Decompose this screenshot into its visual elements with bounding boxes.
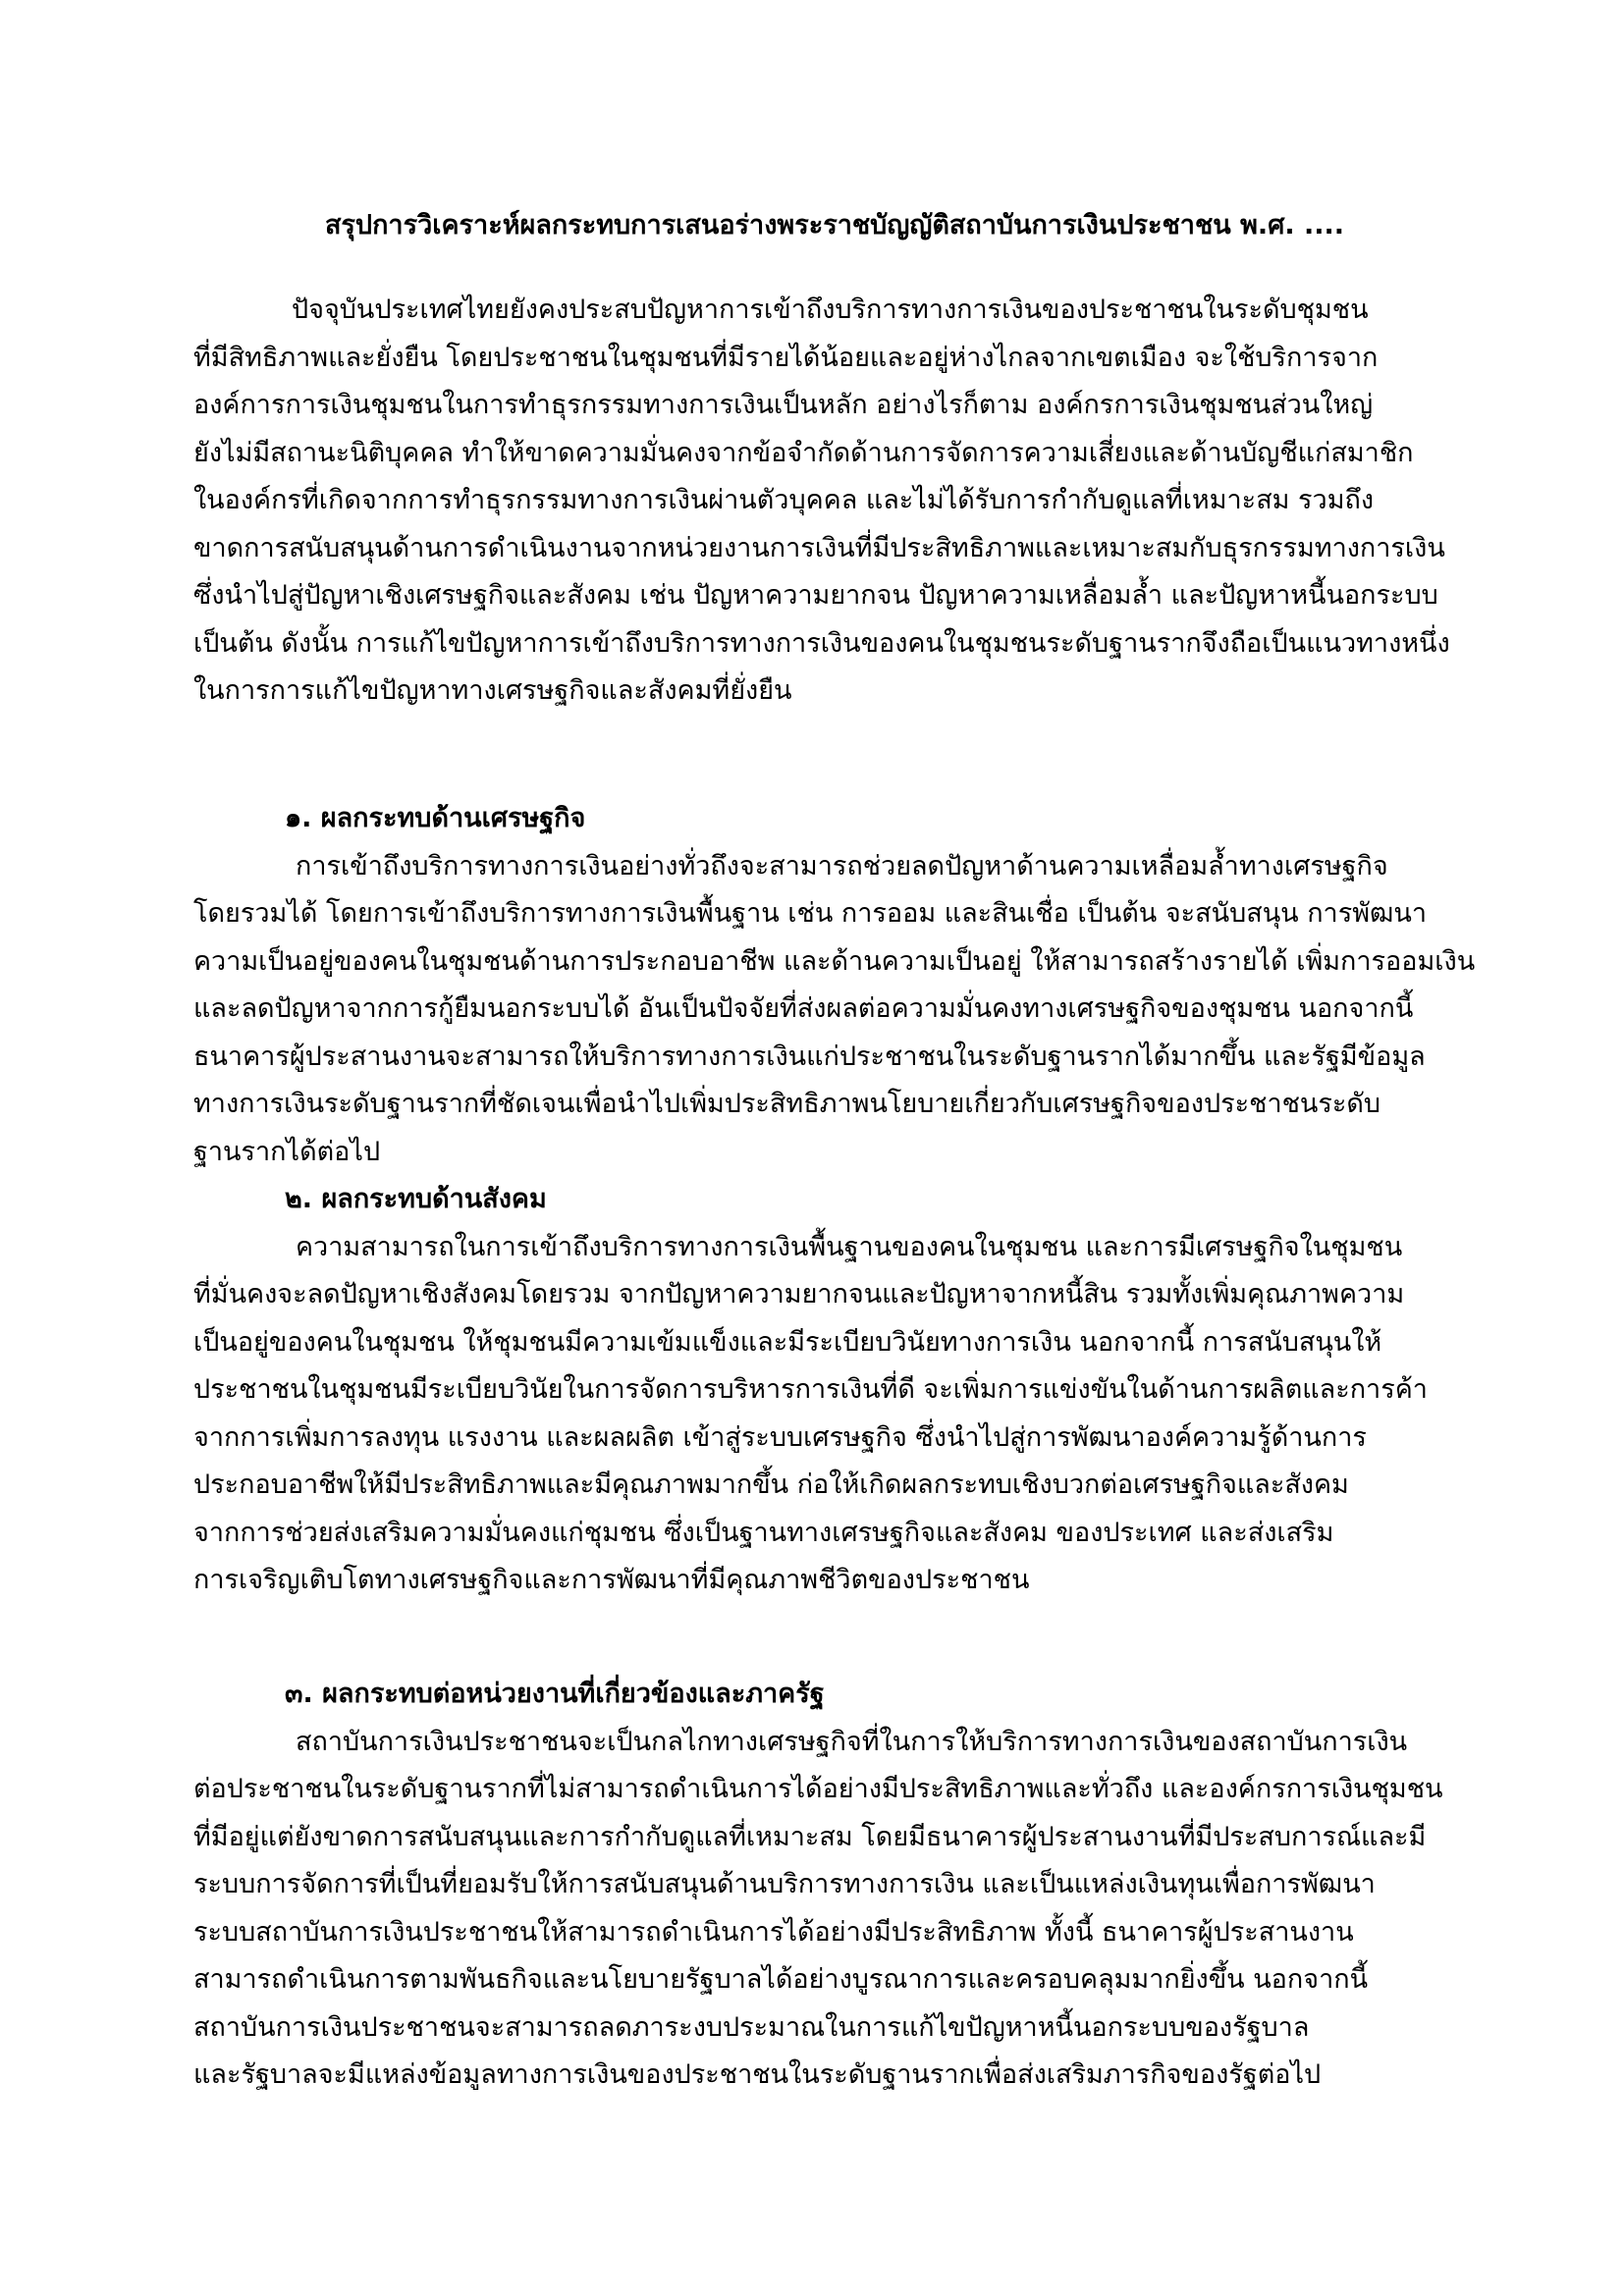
section-social xyxy=(193,1176,1470,1605)
document-title: สรุปการวิเคราะห์ผลกระทบการเสนอร่างพระราชบัญญัติสถาบันการเงินประชาชน พ.ศ. .... xyxy=(324,210,1345,240)
section-line: จากการเพิ่มการลงทุน แรงงาน และผลผลิต เข้าสู่ระบบเศรษฐกิจ ซึ่งนำไปสู่การพัฒนาองค์ความรู้ด้านการ xyxy=(193,1421,1367,1453)
section-line: ฐานรากได้ต่อไป xyxy=(193,1136,381,1167)
section-line: จากการช่วยส่งเสริมความมั่นคงแก่ชุมชน ซึ่งเป็นฐานทางเศรษฐกิจและสังคม ของประเทศ และส่งเสริม xyxy=(193,1517,1334,1548)
section-line: การเข้าถึงบริการทางการเงินอย่างทั่วถึงจะสามารถช่วยลดปัญหาด้านความเหลื่อมล้ำทางเศรษฐกิจ xyxy=(296,850,1388,881)
intro-line: ขาดการสนับสนุนด้านการดำเนินงานจากหน่วยงานการเงินที่มีประสิทธิภาพและเหมาะสมกับธุรกรรมทางการเงิน xyxy=(193,532,1445,563)
section-line: ที่มีอยู่แต่ยังขาดการสนับสนุนและการกำกับดูแลที่เหมาะสม โดยมีธนาคารผู้ประสานงานที่มีประสบการณ์และมี xyxy=(193,1821,1427,1852)
section-line: ที่มั่นคงจะลดปัญหาเชิงสังคมโดยรวม จากปัญหาความยากจนและปัญหาจากหนี้สิน รวมทั้งเพิ่มคุณภาพความ xyxy=(193,1279,1405,1309)
section-economic xyxy=(193,795,1476,1176)
section-line: ธนาคารผู้ประสานงานจะสามารถให้บริการทางการเงินแก่ประชาชนในระดับฐานรากได้มากขึ้น และรัฐมีข้อมูล xyxy=(193,1041,1426,1072)
intro-line: องค์การการเงินชุมชนในการทำธุรกรรมทางการเงินเป็นหลัก อย่างไรก็ตาม องค์กรการเงินชุมชนส่วนใหญ่ xyxy=(193,390,1374,420)
section-agencies xyxy=(193,1671,1470,2100)
section-heading: ๒. ผลกระทบด้านสังคม xyxy=(285,1184,547,1214)
intro-line: ปัจจุบันประเทศไทยยังคงประสบปัญหาการเข้าถึงบริการทางการเงินของประชาชนในระดับชุมชน xyxy=(292,294,1369,325)
intro-line: ซึ่งนำไปสู่ปัญหาเชิงเศรษฐกิจและสังคม เช่น ปัญหาความยากจน ปัญหาความเหลื่อมล้ำ และปัญหาหนี้นอกระบบ xyxy=(193,580,1438,611)
section-line: ความสามารถในการเข้าถึงบริการทางการเงินพื้นฐานของคนในชุมชน และการมีเศรษฐกิจในชุมชน xyxy=(296,1231,1403,1262)
intro-paragraph xyxy=(193,287,1470,716)
section-line: สถาบันการเงินประชาชนจะเป็นกลไกทางเศรษฐกิจที่ในการให้บริการทางการเงินของสถาบันการเงิน xyxy=(296,1726,1408,1757)
intro-line: ยังไม่มีสถานะนิติบุคคล ทำให้ขาดความมั่นคงจากข้อจำกัดด้านการจัดการความเสี่ยงและด้านบัญชีแก่สมาชิก xyxy=(193,437,1414,468)
section-line: ความเป็นอยู่ของคนในชุมชนด้านการประกอบอาชีพ และด้านความเป็นอยู่ ให้สามารถสร้างรายได้ เพิ่มการออมเงิน xyxy=(193,945,1476,977)
section-line: ประชาชนในชุมชนมีระเบียบวินัยในการจัดการบริหารการเงินที่ดี จะเพิ่มการแข่งขันในด้านการผลิตและการค้า xyxy=(193,1374,1428,1405)
section-line: ระบบสถาบันการเงินประชาชนให้สามารถดำเนินการได้อย่างมีประสิทธิภาพ ทั้งนี้ ธนาคารผู้ประสานงาน xyxy=(193,1916,1354,1948)
section-heading: ๓. ผลกระทบต่อหน่วยงานที่เกี่ยวข้องและภาครัฐ xyxy=(285,1679,825,1709)
section-line: ต่อประชาชนในระดับฐานรากที่ไม่สามารถดำเนินการได้อย่างมีประสิทธิภาพและทั่วถึง และองค์กรการเงินชุมชน xyxy=(193,1774,1443,1804)
section-heading: ๑. ผลกระทบด้านเศรษฐกิจ xyxy=(285,803,586,833)
section-line: และรัฐบาลจะมีแหล่งข้อมูลทางการเงินของประชาชนในระดับฐานรากเพื่อส่งเสริมภารกิจของรัฐต่อไป xyxy=(193,2059,1322,2090)
intro-line: ในการการแก้ไขปัญหาทางเศรษฐกิจและสังคมที่ยั่งยืน xyxy=(193,675,792,706)
section-line: สถาบันการเงินประชาชนจะสามารถลดภาระงบประมาณในการแก้ไขปัญหาหนี้นอกระบบของรัฐบาล xyxy=(193,2011,1310,2043)
intro-line: ที่มีสิทธิภาพและยั่งยืน โดยประชาชนในชุมชนที่มีรายได้น้อยและอยู่ห่างไกลจากเขตเมือง จะใช้บริการจาก xyxy=(193,342,1379,373)
section-line: เป็นอยู่ของคนในชุมชน ให้ชุมชนมีความเข้มแข็งและมีระเบียบวินัยทางการเงิน นอกจากนี้ การสนับสนุนให้ xyxy=(193,1326,1382,1358)
section-line: ประกอบอาชีพให้มีประสิทธิภาพและมีคุณภาพมากขึ้น ก่อให้เกิดผลกระทบเชิงบวกต่อเศรษฐกิจและสังคม xyxy=(193,1469,1349,1500)
section-line: และลดปัญหาจากการกู้ยืมนอกระบบได้ อันเป็นปัจจัยที่ส่งผลต่อความมั่นคงทางเศรษฐกิจของชุมชน นอกจากนี้ xyxy=(193,993,1414,1024)
section-line: โดยรวมได้ โดยการเข้าถึงบริการทางการเงินพื้นฐาน เช่น การออม และสินเชื่อ เป็นต้น จะสนับสนุน การพัฒนา xyxy=(193,898,1428,929)
section-line: ระบบการจัดการที่เป็นที่ยอมรับให้การสนับสนุนด้านบริการทางการเงิน และเป็นแหล่งเงินทุนเพื่อการพัฒนา xyxy=(193,1869,1376,1899)
intro-line: เป็นต้น ดังนั้น การแก้ไขปัญหาการเข้าถึงบริการทางการเงินของคนในชุมชนระดับฐานรากจึงถือเป็นแนวทางหนึ่ง xyxy=(193,627,1450,659)
section-line: ทางการเงินระดับฐานรากที่ชัดเจนเพื่อนำไปเพิ่มประสิทธิภาพนโยบายเกี่ยวกับเศรษฐกิจของประชาชนระดับ xyxy=(193,1089,1381,1119)
intro-line: ในองค์กรที่เกิดจากการทำธุรกรรมทางการเงินผ่านตัวบุคคล และไม่ได้รับการกำกับดูแลที่เหมาะสม รวมถึง xyxy=(193,485,1375,515)
section-line: การเจริญเติบโตทางเศรษฐกิจและการพัฒนาที่มีคุณภาพชีวิตของประชาชน xyxy=(193,1565,1030,1595)
section-line: สามารถดำเนินการตามพันธกิจและนโยบายรัฐบาลได้อย่างบูรณาการและครอบคลุมมากยิ่งขึ้น นอกจากนี้ xyxy=(193,1964,1369,1995)
